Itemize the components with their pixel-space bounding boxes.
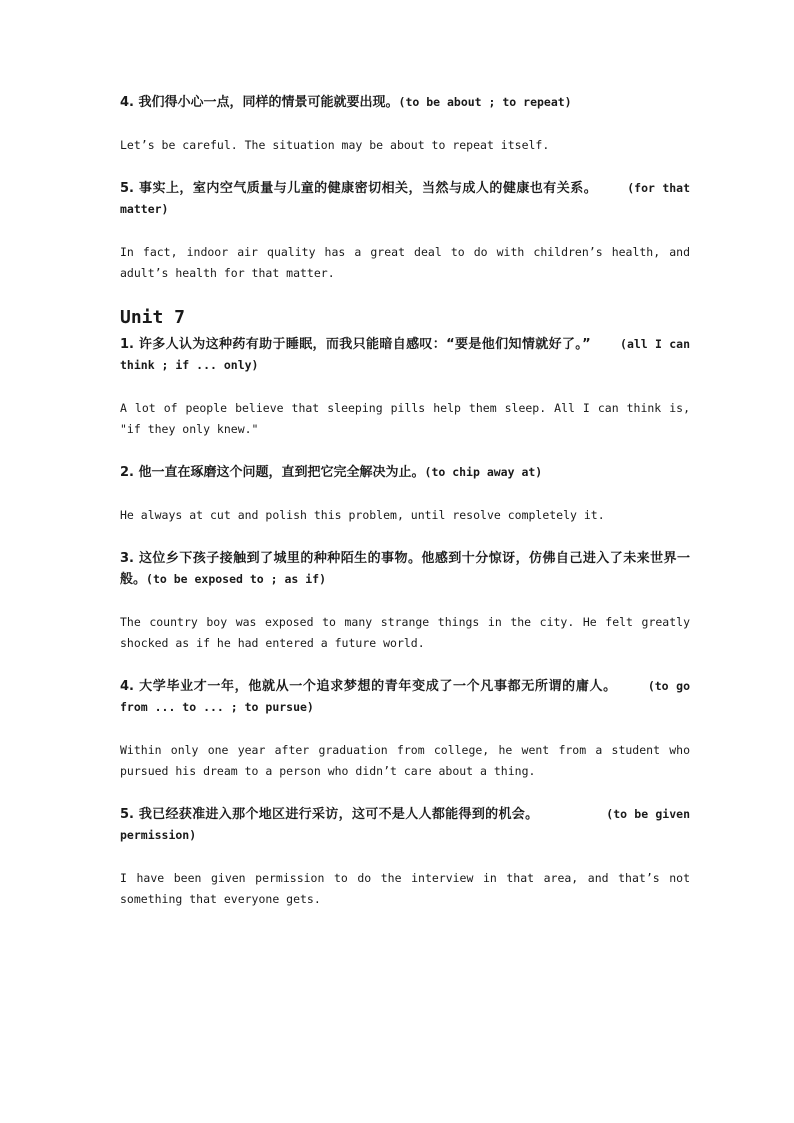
exercise-answer: The country boy was exposed to many strange things in the city. He felt greatly shocked as if he had entered a future world. xyxy=(120,615,690,650)
question-hint: (to be about ; to repeat) xyxy=(398,95,572,109)
exercise-question xyxy=(120,676,690,718)
exercise-item xyxy=(120,676,690,782)
exercise-answer: Let’s be careful. The situation may be about to repeat itself. xyxy=(120,138,550,152)
unit-heading: Unit 7 xyxy=(120,307,186,328)
exercise-question xyxy=(120,178,690,220)
exercise-question xyxy=(120,462,690,483)
question-hint: (to go from ... to ... ; to pursue) xyxy=(120,679,691,714)
question-text: 4. 大学毕业才一年，他就从一个追求梦想的青年变成了一个凡事都无所谓的庸人。 xyxy=(120,679,617,694)
question-text: 3. 这位乡下孩子接触到了城里的种种陌生的事物。他感到十分惊讶，仿佛自己进入了未来世界一般。 xyxy=(120,551,690,587)
question-hint: (for that matter) xyxy=(120,181,691,216)
exercise-answer: He always at cut and polish this problem, until resolve completely it. xyxy=(120,508,605,522)
question-hint: (to be given permission) xyxy=(120,807,690,842)
question-text: 5. 我已经获准进入那个地区进行采访，这可不是人人都能得到的机会。 xyxy=(120,807,539,822)
document-page xyxy=(120,92,690,932)
exercise-item xyxy=(120,334,690,440)
question-text: 4. 我们得小心一点，同样的情景可能就要出现。 xyxy=(120,95,399,110)
question-hint: (to chip away at) xyxy=(424,465,543,479)
exercise-item xyxy=(120,548,690,654)
question-hint: (all I can think ; if ... only) xyxy=(120,337,690,372)
exercise-question xyxy=(120,548,690,590)
exercise-answer: Within only one year after graduation from college, he went from a student who pursued his dream to a person who didn’t care about a thing. xyxy=(120,743,690,778)
question-text: 5. 事实上，室内空气质量与儿童的健康密切相关，当然与成人的健康也有关系。 xyxy=(120,181,598,196)
exercise-item xyxy=(120,178,690,284)
exercise-question xyxy=(120,92,690,113)
question-text: 2. 他一直在琢磨这个问题，直到把它完全解决为止。 xyxy=(120,465,425,480)
exercise-question xyxy=(120,804,690,846)
question-hint: (to be exposed to ; as if) xyxy=(146,572,327,586)
exercise-answer: In fact, indoor air quality has a great deal to do with children’s health, and adult’s health for that matter. xyxy=(120,245,690,280)
question-text: 1. 许多人认为这种药有助于睡眠，而我只能暗自感叹：“要是他们知情就好了。” xyxy=(120,337,591,352)
exercise-answer: A lot of people believe that sleeping pills help them sleep. All I can think is, "if they only knew." xyxy=(120,401,690,436)
exercise-answer: I have been given permission to do the interview in that area, and that’s not something that everyone gets. xyxy=(120,871,690,906)
exercise-item xyxy=(120,462,690,526)
exercise-item xyxy=(120,92,690,156)
exercise-question xyxy=(120,334,690,376)
exercise-item xyxy=(120,804,690,910)
